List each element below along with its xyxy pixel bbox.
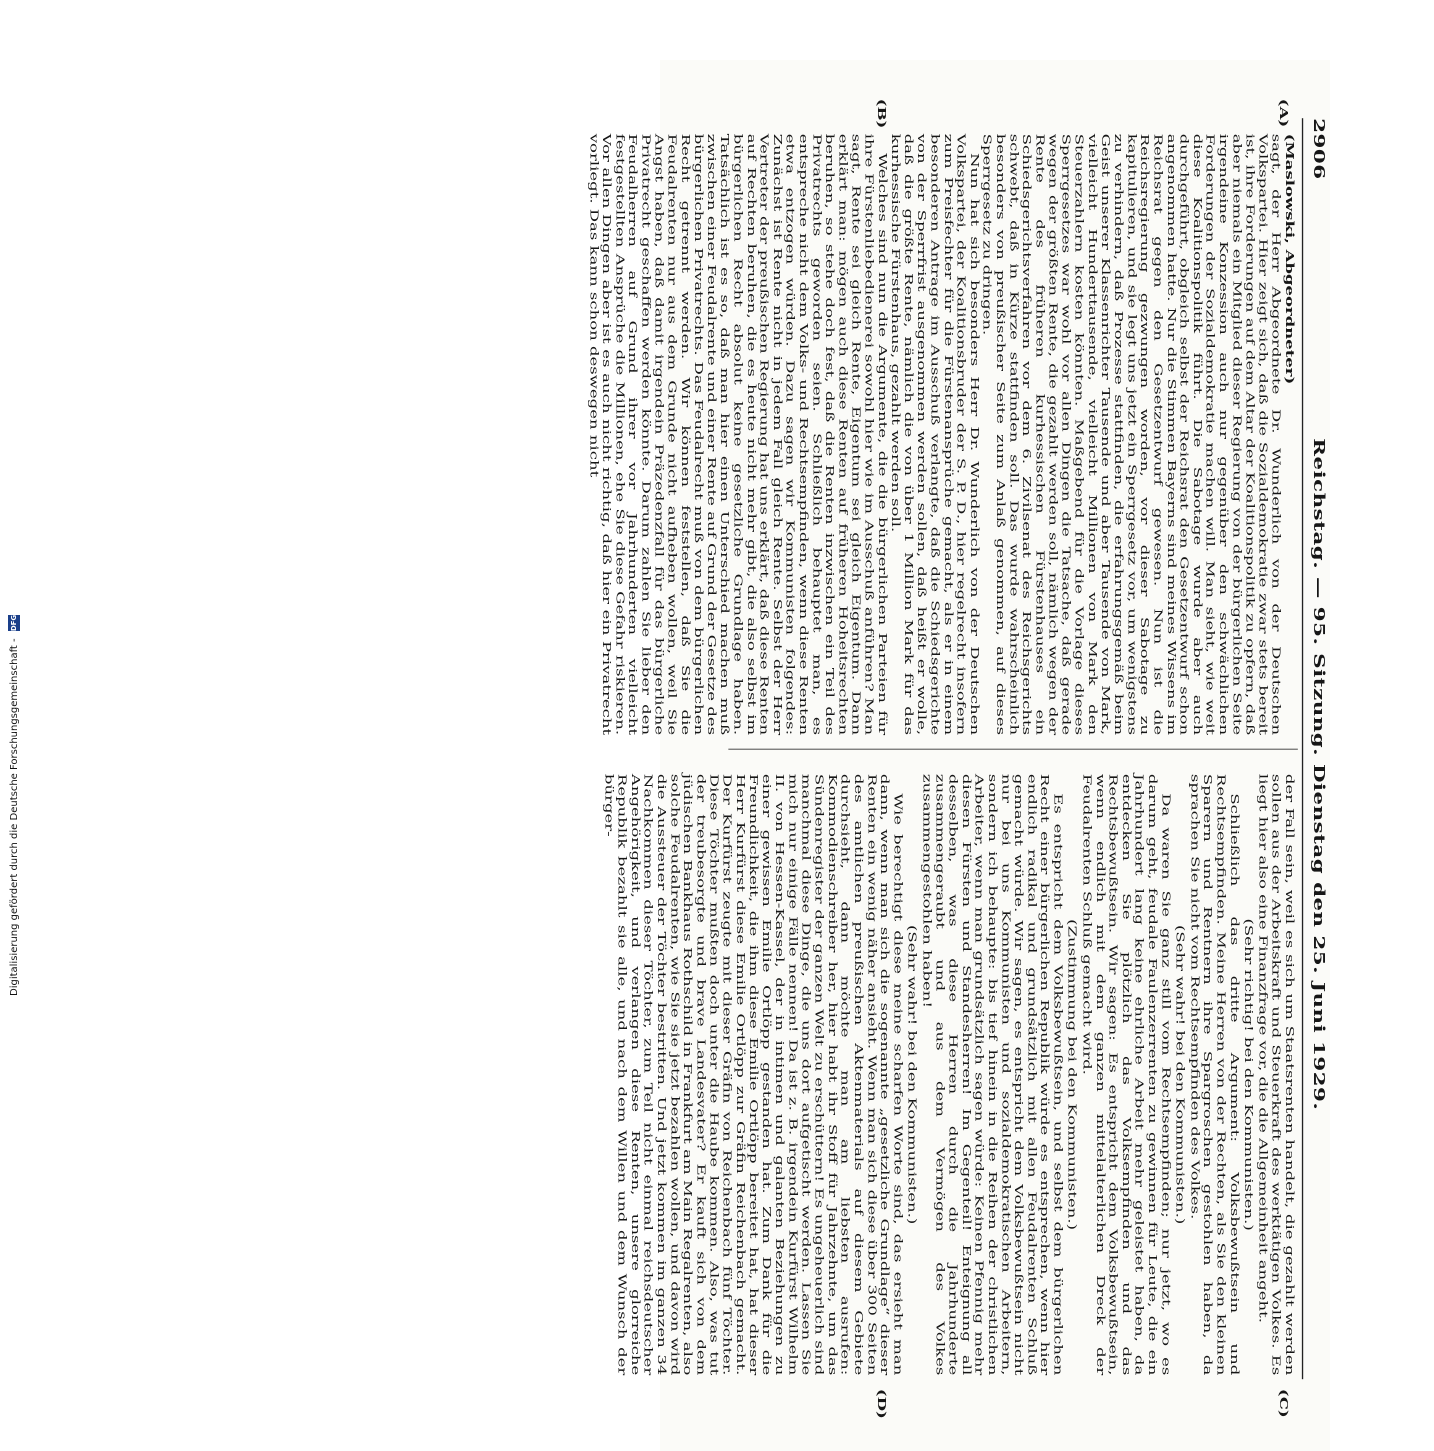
column-divider: [728, 749, 1298, 750]
page-number: 2906: [1309, 118, 1328, 180]
left-column: [586, 134, 1295, 735]
page-title: Reichstag. — 95. Sitzung. Dienstag den 25. Juni 1929.: [1309, 438, 1328, 1111]
interjection: (Sehr wahr! bei den Kommunisten.): [1173, 924, 1187, 1225]
margin-marker-c: (C): [1276, 1388, 1290, 1418]
interjection: (Sehr richtig! bei den Kommunisten.): [1241, 918, 1256, 1231]
footer-credit: Digitalisierung gefördert durch die Deutsche Forschungsgemeinschaft -: [9, 638, 20, 996]
paragraph: der Fall sein, weil es sich um Staatsrenten handelt, die gezahlt werden sollen aus der Arbeitskraft und Steuerkraft des werktätigen Volkes. Es liegt hier also eine Finanzfrage vor, die die Allgemeinheit angeht.: [1256, 773, 1296, 1376]
paragraph: Nun hat sich besonders Herr Dr. Wunderlich von der Deutschen Volkspartei, der Koalitionsbruder der S. P. D., hier regelrecht insofern zum Preisfechter für die Fürstenansprüche gemacht, als er in einem besonderen Antrage im Ausschuß verlangte, daß die Schiedsgerichte von der Sperrfrist ausgenommen werden sollen, daß heißt er wolle, daß die größte Rente, nämlich die von über 1 Million Mark für das kurhessische Fürstenhaus, gezahlt werden soll.: [888, 133, 981, 736]
paragraph: Es entspricht dem Volksbewußtsein, und selbst dem bürgerlichen Recht einer bürgerlichen Republik würde es entsprechen, wenn hier endlich radikal und grundsätzlich mit allen Feudalrenten Schluß gemacht würde. Wir sagen, es entspricht dem Volksbewußtsein nicht nur bei uns Kommunisten und sozialdemokratischen Arbeitern, sondern ich behaupte: bis tief hinein in die Reihen der christlichen Arbeiter, wenn man grundsätzlich sagen würde: Keinen Pfennig mehr diesen Fürsten und Standesherren! Im Gegenteil! Enteignung all desselben, was diese Herren durch die Jahrhunderte zusammengeraubt und aus dem Vermögen des Volkes zusammengestohlen haben!: [919, 773, 1065, 1376]
margin-marker-a: (A): [1276, 98, 1290, 128]
paragraph: Da waren Sie ganz still vom Rechtsempfinden; nur jetzt, wo es darum geht, feudale Faulenzerrenten zu gewinnen für Leute, die ein Jahrhundert lang keine ehrliche Arbeit mehr geleistet haben, da entdecken Sie plötzlich das Volksempfinden und das Rechtsbewußtsein. Wir sagen: Es entspricht dem Volksbewußtsein, wenn endlich mit dem ganzen mittelalterlichen Dreck der Feudalrenten Schluß gemacht wird.: [1080, 773, 1173, 1376]
right-column: [602, 774, 1295, 1375]
speaker-label: (Maslowski, Abgeordneter): [1282, 133, 1296, 385]
margin-marker-b: (B): [874, 98, 888, 129]
interjection: (Zustimmung bei den Kommunisten.): [1065, 919, 1080, 1231]
digitization-footer: [4, 6, 20, 996]
newspaper-page: [586, 60, 1330, 1451]
page-header: [1303, 118, 1330, 1379]
margin-marker-d: (D): [874, 1388, 888, 1419]
interjection: (Sehr wahr! bei den Kommunisten.): [905, 924, 919, 1225]
dfg-logo-icon: DFG: [10, 614, 18, 632]
header-rule: [1302, 118, 1303, 1379]
paragraph: Schließlich das dritte Argument: Volksbewußtsein und Rechtsempfinden. Meine Herren von der Rechten, als Sie den kleinen Sparern und Rentnern ihre Spargroschen gestohlen haben, da sprachen Sie nicht vom Rechtsempfinden des Volkes.: [1187, 773, 1241, 1376]
paragraph: Wie berechtigt diese meine scharfen Worte sind, das ersieht man dann, wenn man sich die sogenannte „gesetzliche Grundlage“ dieser Renten ein wenig näher ansieht. Wenn man sich diese über 300 Seiten des amtlichen preußischen Aktenmaterials auf diesem Gebiete durchsieht, dann möchte man am liebsten ausrufen: Kommodienschreiber her, hier habt ihr Stoff für Jahrzehnte, um das Sündenregister der ganzen Welt zu erschüttern! Es ungeheuerlich sind manchmal diese Dinge, die uns dort aufgetischt werden. Lassen Sie mich nur einige Fälle nennen! Da ist z. B. irgendein Kurfürst Wilhelm II. von Hessen-Kassel, der in intimen und galanten Beziehungen zu einer gewissen Emilie Ortlöpp gestanden hat. Zum Dank für die Freundlichkeit, die ihm diese Emilie Ortlöpp bereitet hat, hat dieser Herr Kurfürst diese Emilie Ortlöpp zur Gräfin Reichenbach gemacht. Der Kurfürst zeugte mit dieser Gräfin von Reichenbach fünf Töchter. Diese Töchter mußten doch unter die Haube kommen. Also, was tut der treubesorgte und brave Landesvater? Er kauft sich von dem jüdischen Bankhaus Rothschild in Frankfurt am Main Regalrenten, also solche Feudalrenten, wie Sie sie jetzt bezahlen wollen, und davon wird die Aussteuer der Töchter bestritten. Und jetzt kommen im ganzen 34 Nachkommen dieser Töchter, zum Teil nicht einmal reichsdeutscher Angehörigkeit, und verlangen diese Renten, unsere glorreiche Republik bezahlt sie alle, und nach dem Willen und dem Wunsch der bürger-: [602, 773, 905, 1376]
paragraph: sagt, der Herr Abgeordnete Dr. Wunderlich von der Deutschen Volkspartei. Hier zeigt sich, daß die Sozialdemokratie zwar stets bereit ist, ihre Forderungen auf dem Altar der Koalitionspolitik zu opfern, daß aber niemals ein Mitglied dieser Regierung von der bürgerlichen Seite irgendeine Konzession auch nur gegenüber den schwächlichen Forderungen der Sozialdemokratie machen will. Man sieht, wie weit diese Koalitionspolitik führt. Die Sabotage wurde aber auch durchgeführt, obgleich selbst der Reichsrat den Gesetzentwurf schon angenommen hatte. Nur die Stimmen Bayerns sind meines Wissens im Reichsrat gegen den Gesetzentwurf gewesen. Nun ist die Reichsregierung gezwungen worden, vor dieser Sabotage zu kapitulieren, und sie legt uns jetzt ein Sperrgesetz vor, um wenigstens zu verhindern, daß Prozesse stattfinden, die erfahrungsgemäß beim Geist unserer Klassenrichter Tausende und aber Tausende von Mark, vielleicht Hunderttausende, vielleicht Millionen von Mark den Steuerzahlern kosten könnten. Maßgebend für die Vorlage dieses Sperrgesetzes war wohl vor allen Dingen die Tatsache, daß gerade wegen der größten Rente, die gezahlt werden soll, nämlich wegen der Rente des früheren kurhessischen Fürstenhauses ein Schiedsgerichtsverfahren vor dem 6. Zivilsenat des Reichsgerichts schwebt, daß in Kürze stattfinden soll. Das wurde wahrscheinlich besonders von preußischer Seite zum Anlaß genommen, auf dieses Sperrgesetz zu dringen.: [980, 133, 1283, 736]
paragraph: Welches sind nun die Argumente, die die bürgerlichen Parteien für ihre Fürstenliebedienerei sowohl hier wie im Ausschuß anführen? Man sagt, Rente sei gleich Rente, Eigentum sei gleich Eigentum. Dann erklärt man: mögen auch diese Renten auf früheren Hoheitsrechten beruhen, so stehe doch fest, daß die Renten inzwischen ein Teil des Privatrechts geworden seien. Schließlich behauptet man, es entspreche nicht dem Volks- und Rechtsempfinden, wenn diese Renten etwa entzogen würden. Dazu sagen wir Kommunisten folgendes: Zunächst ist Rente nicht in jedem Fall gleich Rente. Selbst der Herr Vertreter der preußischen Regierung hat uns erklärt, daß diese Renten auf Rechten beruhen, die es heute nicht mehr gibt, die also selbst im bürgerlichen Recht absolut keine gesetzliche Grundlage haben. Tatsächlich ist es so, daß man hier einen Unterschied machen muß zwischen einer Feudalrente und einer Rente auf Grund der Gesetze des bürgerlichen Privatrechts. Das Feudalrecht muß von dem bürgerlichen Recht getrennt werden. Wir können feststellen, daß Sie die Feudalrenten nur aus dem Grunde nicht aufheben wollen, weil Sie Angst haben, daß damit irgendein Präzedenzfall für das bürgerliche Privatrecht geschaffen werden könnte. Darum zahlen Sie lieber den Feudalherren auf Grund ihrer vor Jahrhunderten vielleicht festgestellten Ansprüche die Millionen, ehe Sie diese Gefahr riskieren. Vor allen Dingen aber ist es auch nicht richtig, daß hier ein Privatrecht vorliegt. Das kann schon deswegen nicht: [586, 133, 889, 736]
